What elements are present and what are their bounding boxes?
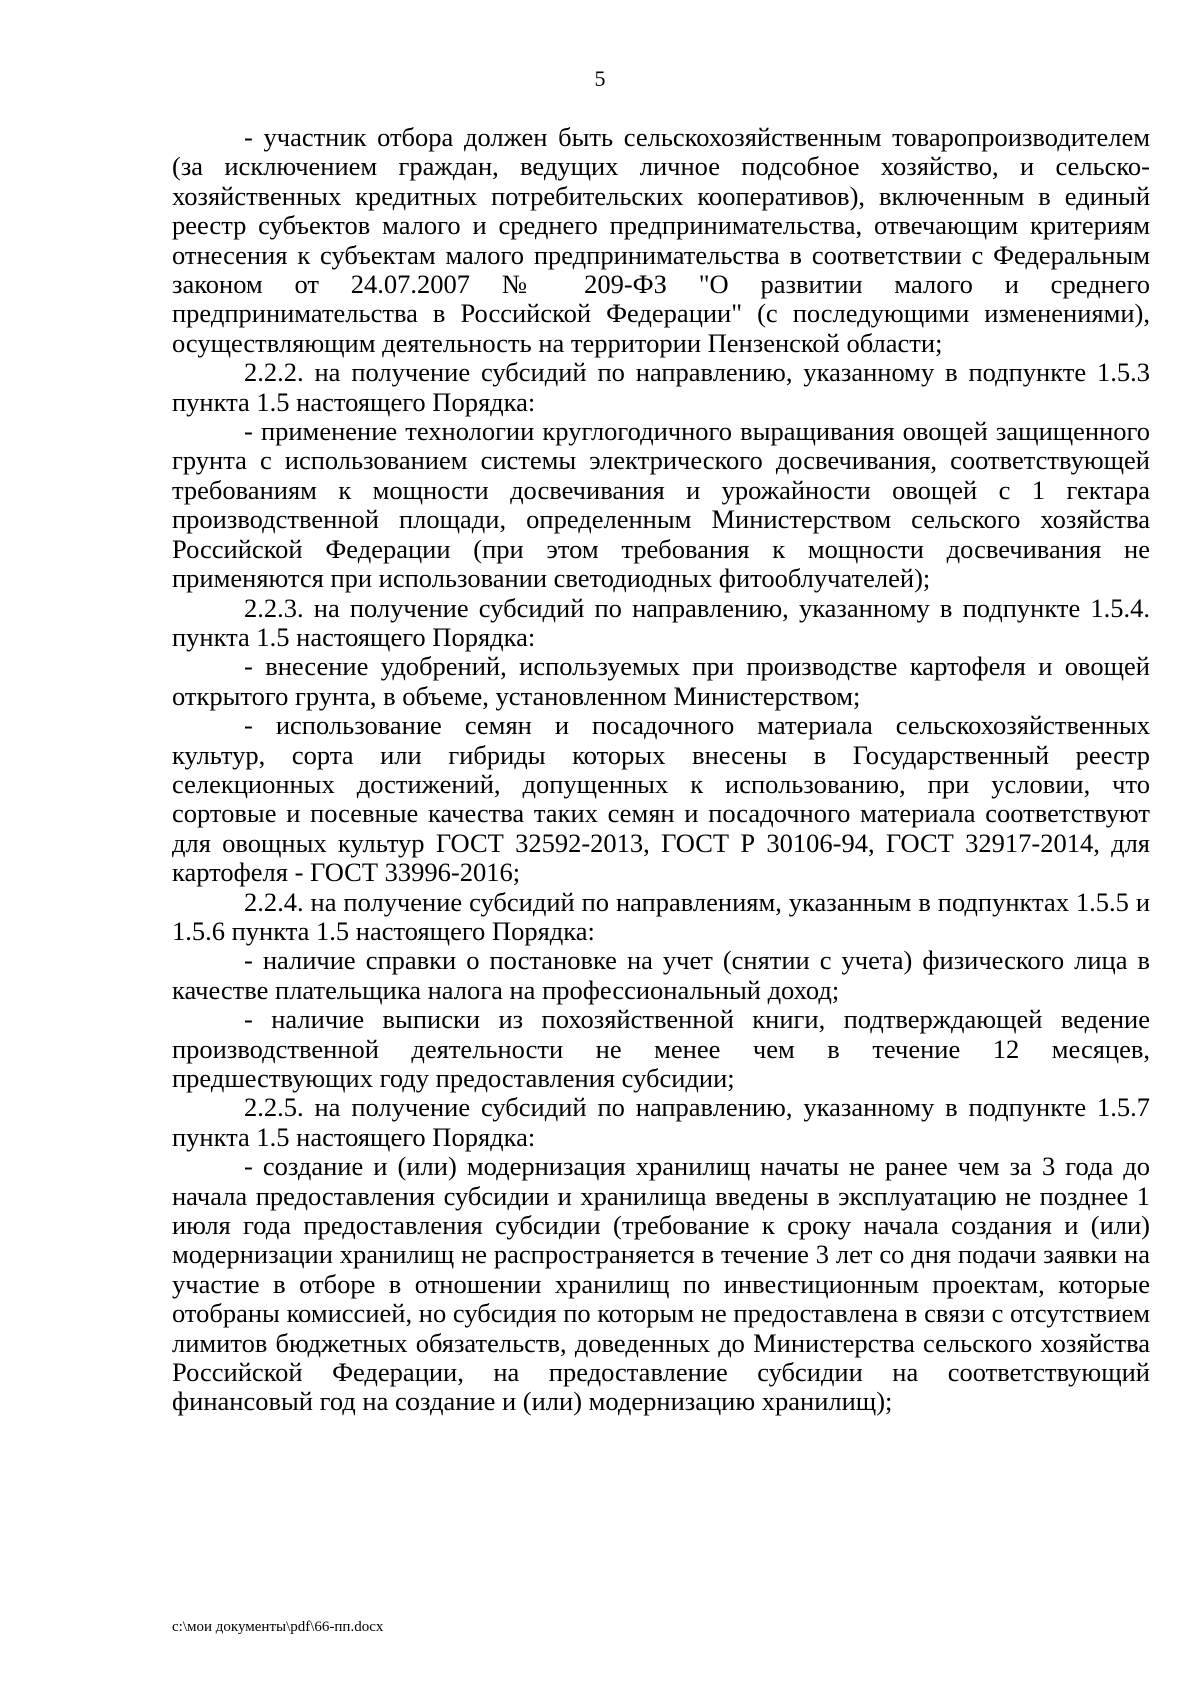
paragraph-storage-facilities: - создание и (или) модернизация хранилищ начаты не ранее чем за 3 года до начала предоставления субсидии и хранилища введены в эксплуатацию не позднее 1 июля года предоставления субсидии (требование к сроку начала создания и (или) модернизации хранилищ не распространяется в течение 3 лет со дня подачи заявки на участие в отборе в отношении хранилищ по инвестиционным проектам, которые отобраны комиссией, но субсидия по которым не предоставлена в связи с отсутствием лимитов бюджетных обязательств, доведенных до Министерства сельского хозяйства Российской Федерации, на предоставление субсидии на соответствующий финансовый год на создание и (или) модернизацию хранилищ); [172, 1151, 1150, 1417]
paragraph-tax-certificate: - наличие справки о постановке на учет (снятии с учета) физического лица в качестве плательщика налога на профессиональный доход; [172, 945, 1150, 1005]
paragraph-seeds: - использование семян и посадочного материала сельскохозяйственных культур, сорта или гибриды которых внесены в Государственный реестр селекционных достижений, допущенных к использованию, при условии, что сортовые и посевные качества таких семян и посадочного материала соответствуют для овощных культур ГОСТ 32592-2013, ГОСТ Р 30106-94, ГОСТ 32917-2014, для картофеля - ГОСТ 33996-2016; [172, 710, 1150, 888]
page-number: 5 [594, 66, 606, 91]
paragraph-2-2-5-heading: 2.2.5. на получение субсидий по направлению, указанному в подпункте 1.5.7 пункта 1.5 настоящего Порядка: [172, 1092, 1150, 1152]
paragraph-year-round-greenhouse: - применение технологии круглогодичного выращивания овощей защищенного грунта с использованием системы электрического досвечивания, соответствующей требованиям к мощности досвечивания и урожайности овощей с 1 гектара производственной площади, определенным Министерством сельского хозяйства Российской Федерации (при этом требования к мощности досвечивания не применяются при использовании светодиодных фитооблучателей); [172, 416, 1150, 594]
footer-file-path: c:\мои документы\pdf\66-пп.docx [172, 1619, 384, 1635]
paragraph-2-2-2-heading: 2.2.2. на получение субсидий по направлению, указанному в подпункте 1.5.3 пункта 1.5 настоящего Порядка: [172, 357, 1150, 417]
paragraph-2-2-4-heading: 2.2.4. на получение субсидий по направлениям, указанным в подпунктах 1.5.5 и 1.5.6 пункта 1.5 настоящего Порядка: [172, 886, 1150, 946]
document-body [172, 123, 1150, 1417]
paragraph-fertilizer: - внесение удобрений, используемых при производстве картофеля и овощей открытого грунта, в объеме, установленном Министерством; [172, 651, 1150, 711]
paragraph-2-2-3-heading: 2.2.3. на получение субсидий по направлению, указанному в подпункте 1.5.4. пункта 1.5 настоящего Порядка: [172, 592, 1150, 652]
paragraph-household-book: - наличие выписки из похозяйственной книги, подтверждающей ведение производственной деятельности не менее чем в течение 12 месяцев, предшествующих году предоставления субсидии; [172, 1004, 1150, 1093]
paragraph-participant-requirement: - участник отбора должен быть сельскохозяйственным товаропроизводителем (за исключением граждан, ведущих личное подсобное хозяйство, и сельско-хозяйственных кредитных потребительских кооперативов), включенным в единый реестр субъектов малого и среднего предпринимательства, отвечающим критериям отнесения к субъектам малого предпринимательства в соответствии с Федеральным законом от 24.07.2007 № 209-ФЗ "О развитии малого и среднего предпринимательства в Российской Федерации" (с последующими изменениями), осуществляющим деятельность на территории Пензенской области; [172, 122, 1150, 358]
